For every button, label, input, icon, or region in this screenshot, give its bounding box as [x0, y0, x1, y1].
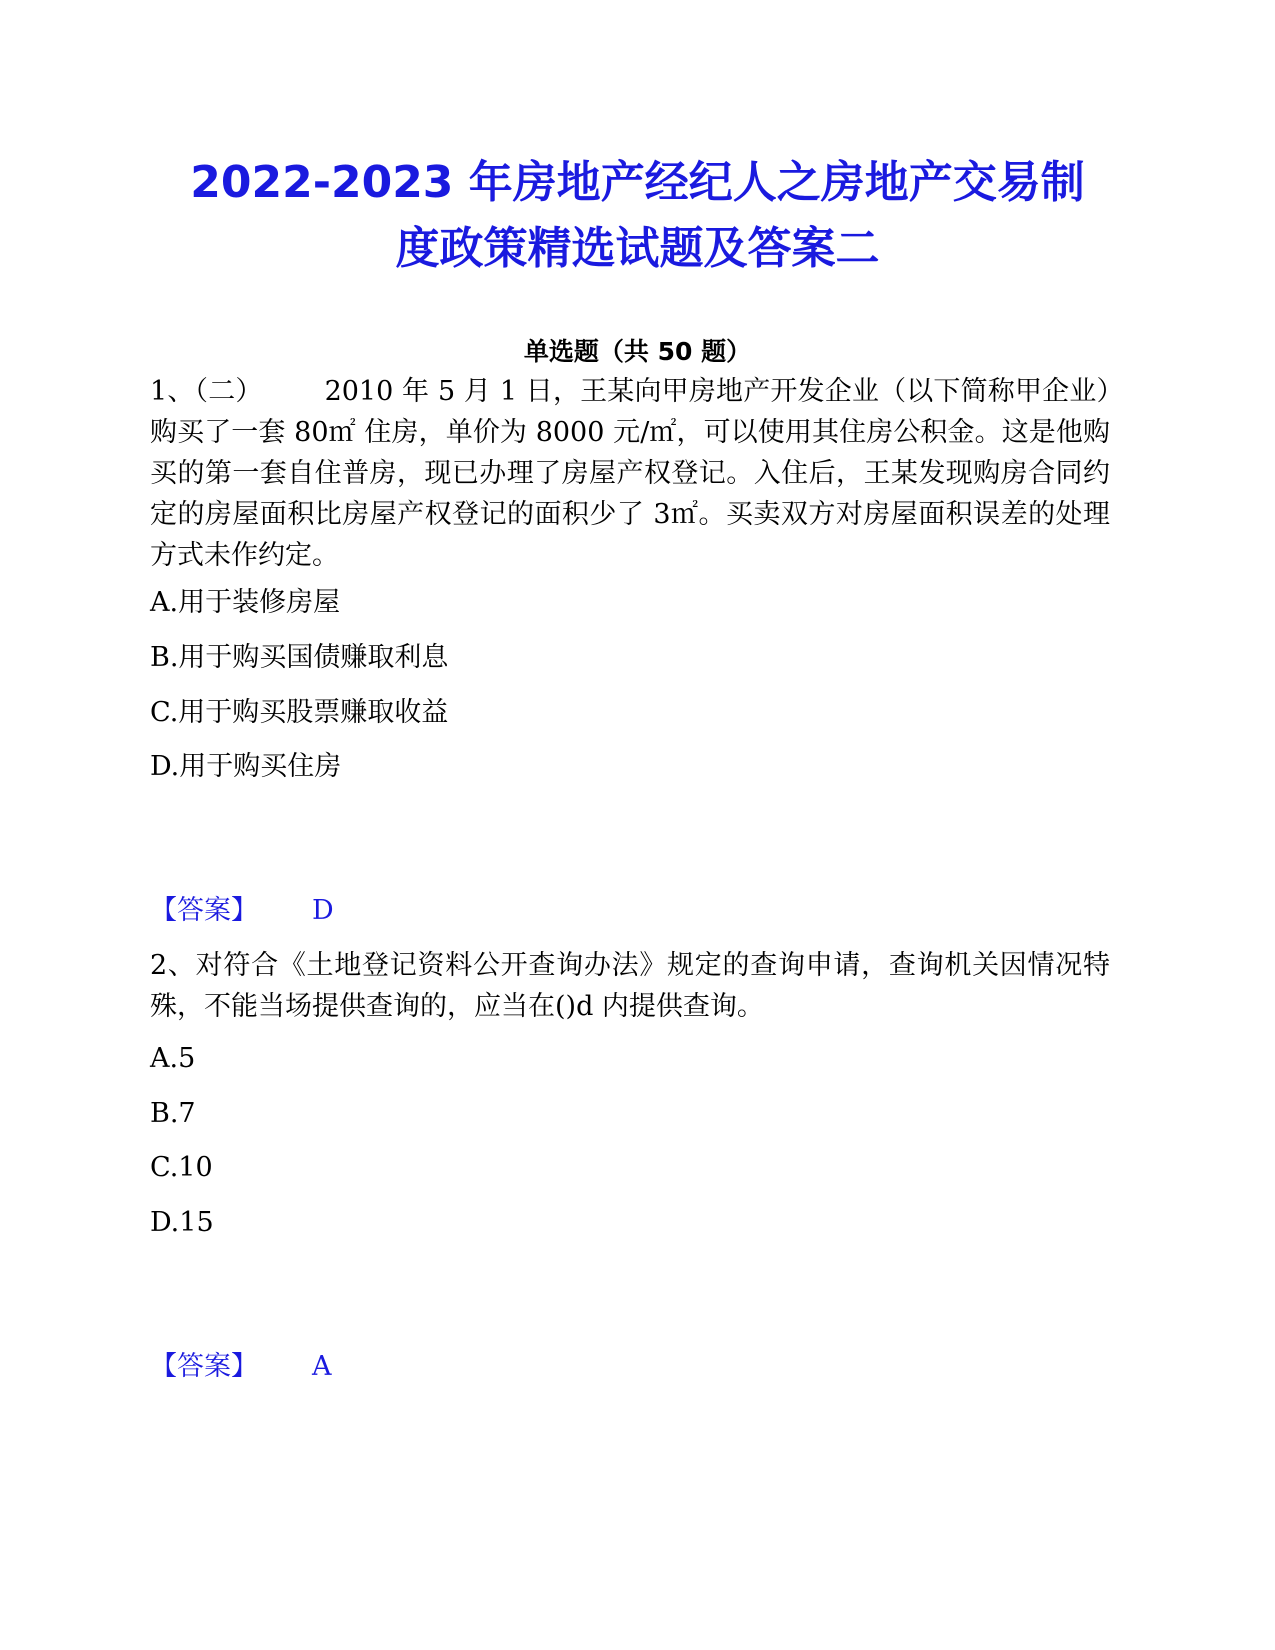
question-2-option-a: A.5	[150, 1043, 196, 1074]
question-2-answer-label: 【答案】	[150, 1351, 258, 1382]
question-1	[150, 371, 1110, 576]
section-heading: 单选题（共 50 题）	[523, 337, 752, 366]
question-2-option-b: B.7	[150, 1098, 196, 1129]
question-1-answer-value: D	[312, 895, 334, 926]
document-title-line-2: 度政策精选试题及答案二	[395, 223, 880, 274]
question-2-option-c: C.10	[150, 1152, 213, 1183]
document-title	[150, 150, 1125, 282]
question-1-answer-label: 【答案】	[150, 895, 258, 926]
question-2-stem-block	[150, 945, 1110, 1027]
question-1-option-b: B.用于购买国债赚取利息	[150, 642, 449, 673]
question-1-option-c: C.用于购买股票赚取收益	[150, 697, 449, 728]
question-1-stem: 2010 年 5 月 1 日，王某向甲房地产开发企业（以下简称甲企业）购买了一套 80㎡ 住房，单价为 8000 元/㎡，可以使用其住房公积金。这是他购买的第一套自住普房，现已办理了房屋产权登记。入住后，王某发现购房合同约定的房屋面积比房屋产权登记的面积少了 3㎡。买卖双方对房屋面积误差的处理方式未作约定。	[150, 376, 1110, 571]
question-1-answer	[150, 893, 334, 929]
question-2-number: 2、	[150, 950, 196, 981]
question-1-number: 1、（二）	[150, 376, 263, 407]
question-1-option-a: A.用于装修房屋	[150, 587, 341, 618]
question-2	[150, 945, 1110, 1027]
question-2-answer-value: A	[312, 1351, 332, 1382]
question-2-option-d: D.15	[150, 1207, 214, 1238]
question-2-stem: 对符合《土地登记资料公开查询办法》规定的查询申请，查询机关因情况特殊，不能当场提供查询的，应当在()d 内提供查询。	[150, 950, 1110, 1022]
question-2-answer	[150, 1349, 332, 1385]
question-1-option-d: D.用于购买住房	[150, 751, 342, 782]
document-title-line-1: 2022-2023 年房地产经纪人之房地产交易制	[190, 157, 1085, 208]
question-1-stem-block	[150, 371, 1110, 576]
